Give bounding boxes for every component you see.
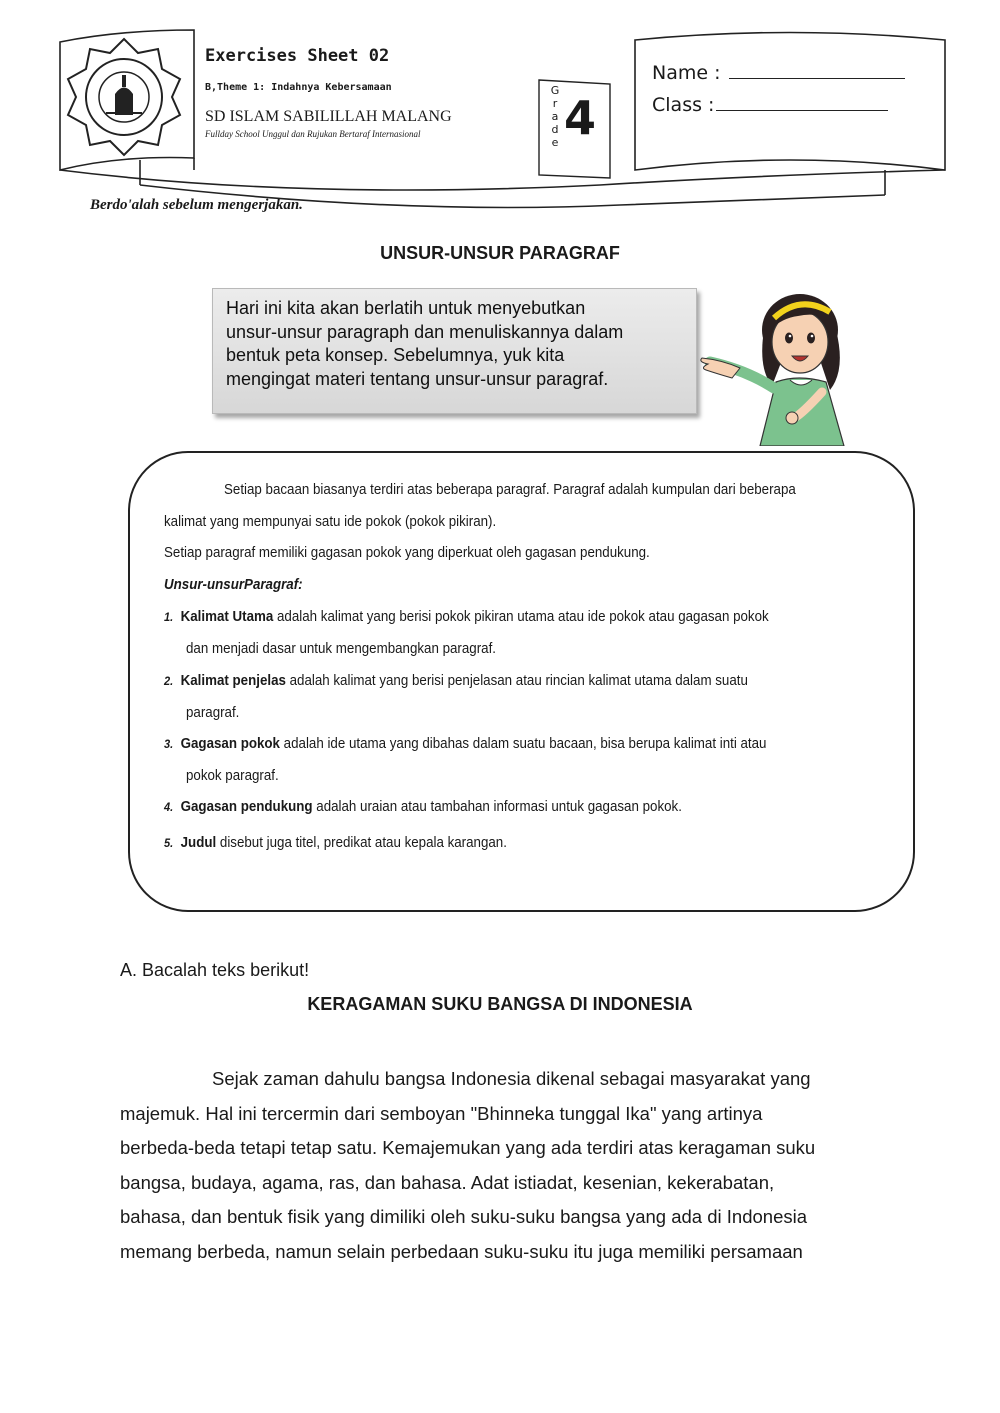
name-input-line[interactable]: [729, 60, 905, 79]
intro-line: unsur-unsur paragraph dan menuliskannya dalam: [226, 321, 624, 342]
class-field: [652, 92, 888, 116]
list-item-continuation: paragraf.: [186, 705, 240, 721]
reading-line: bahasa, dan bentuk fisik yang dimiliki oleh suku-suku bangsa yang ada di Indonesia: [120, 1206, 808, 1228]
summary-para1-line2: kalimat yang mempunyai satu ide pokok (pokok pikiran).: [164, 514, 497, 530]
prayer-note: Berdo'alah sebelum mengerjakan.: [90, 197, 303, 213]
list-item-continuation: pokok paragraf.: [186, 768, 279, 784]
list-item: 4. Gagasan pendukung adalah uraian atau tambahan informasi untuk gagasan pokok.: [164, 799, 682, 815]
name-field: [652, 60, 905, 84]
grade-number: 4: [564, 91, 597, 145]
sheet-title: Exercises Sheet 02: [205, 46, 390, 66]
reading-title: KERAGAMAN SUKU BANGSA DI INDONESIA: [307, 994, 693, 1014]
girl-illustration: [698, 290, 858, 446]
intro-line: mengingat materi tentang unsur-unsur paragraf.: [226, 368, 609, 389]
page-title: UNSUR-UNSUR PARAGRAF: [380, 243, 620, 263]
reading-text: [120, 1062, 900, 1270]
theme-label: B,Theme 1: Indahnya Kebersamaan: [205, 82, 392, 93]
intro-line: Hari ini kita akan berlatih untuk menyebutkan: [226, 298, 586, 318]
list-item: 1. Kalimat Utama adalah kalimat yang berisi pokok pikiran utama atau ide pokok atau gagasan pokok: [164, 609, 769, 625]
intro-line: bentuk peta konsep. Sebelumnya, yuk kita: [226, 345, 565, 365]
section-a-instruction: A. Bacalah teks berikut!: [120, 960, 310, 980]
grade-label: G r a d e: [550, 84, 560, 149]
school-name: SD ISLAM SABILILLAH MALANG: [205, 108, 452, 125]
summary-para2: Setiap paragraf memiliki gagasan pokok yang diperkuat oleh gagasan pendukung.: [164, 545, 650, 561]
reading-line: memang berbeda, namun selain perbedaan suku-suku itu juga memiliki persamaan: [120, 1240, 803, 1262]
summary-para1-line1: Setiap bacaan biasanya terdiri atas beberapa paragraf. Paragraf adalah kumpulan dari beberapa: [224, 482, 796, 498]
list-item: 3. Gagasan pokok adalah ide utama yang dibahas dalam suatu bacaan, bisa berupa kalimat inti atau: [164, 736, 767, 752]
reading-line: Sejak zaman dahulu bangsa Indonesia dikenal sebagai masyarakat yang: [212, 1068, 811, 1089]
school-tagline: Fullday School Unggul dan Rujukan Bertaraf Internasional: [205, 129, 421, 139]
header-ribbon: [60, 170, 945, 190]
list-item-continuation: dan menjadi dasar untuk mengembangkan paragraf.: [186, 641, 496, 657]
name-label: Name :: [652, 62, 721, 84]
intro-box: [212, 288, 697, 414]
list-item: 5. Judul disebut juga titel, predikat atau kepala karangan.: [164, 835, 507, 851]
reading-line: bangsa, budaya, agama, ras, dan bahasa. Adat istiadat, kesenian, kekerabatan,: [120, 1171, 775, 1193]
reading-line: berbeda-beda tetapi tetap satu. Kemajemukan yang ada terdiri atas keragaman suku: [120, 1137, 816, 1159]
list-item: 2. Kalimat penjelas adalah kalimat yang berisi penjelasan atau rincian kalimat utama dalam suatu: [164, 673, 748, 689]
class-label: Class :: [652, 94, 715, 116]
summary-list-heading: Unsur-unsurParagraf:: [164, 577, 303, 593]
class-input-line[interactable]: [716, 92, 888, 111]
reading-line: majemuk. Hal ini tercermin dari semboyan "Bhinneka tunggal Ika" yang artinya: [120, 1102, 763, 1124]
